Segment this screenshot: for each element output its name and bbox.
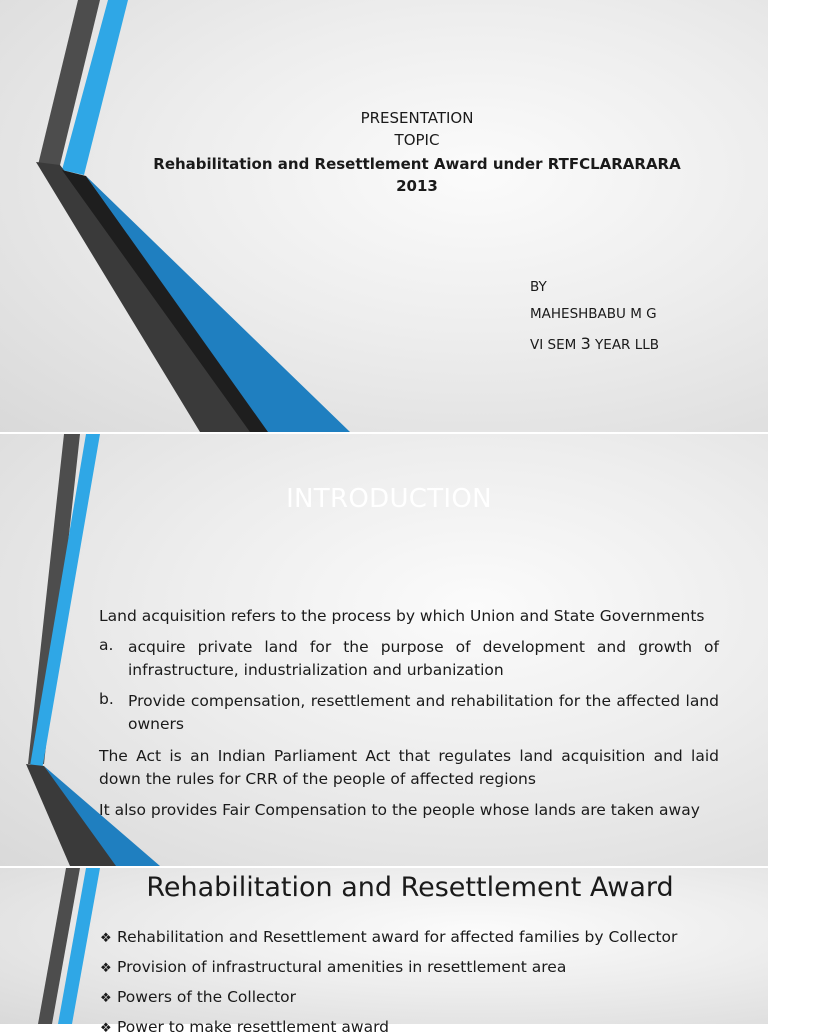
intro-title: INTRODUCTION <box>286 484 492 514</box>
award-title: Rehabilitation and Resettlement Award <box>146 872 674 903</box>
topic-label: TOPIC <box>394 131 440 149</box>
bullet-text: Powers of the Collector <box>117 988 297 1006</box>
intro-para-1: Land acquisition refers to the process by which Union and State Governments <box>99 607 705 625</box>
class-number: 3 <box>580 334 591 353</box>
bullet-text: Power to make resettlement award <box>117 1018 390 1036</box>
decorative-stripes <box>0 0 768 432</box>
presentation-label: PRESENTATION <box>360 109 474 127</box>
bullet-item <box>100 988 296 1006</box>
bullet-item <box>100 958 566 976</box>
diamond-bullet-icon: ❖ <box>100 931 112 946</box>
class-suffix: YEAR LLB <box>595 337 660 353</box>
slide-award <box>0 868 768 1036</box>
slide-title <box>0 0 768 432</box>
class-prefix: VI SEM <box>530 337 577 353</box>
intro-para-3: It also provides Fair Compensation to the people whose lands are taken away <box>99 801 700 819</box>
author-class <box>530 334 659 353</box>
intro-para-2: The Act is an Indian Parliament Act that regulates land acquisition and laid down the rules for CRR of the people of affected regions <box>99 747 719 788</box>
diamond-bullet-icon: ❖ <box>100 961 112 976</box>
list-marker-a: a. <box>99 636 114 654</box>
author-name: MAHESHBABU M G <box>530 306 657 322</box>
diamond-bullet-icon: ❖ <box>100 1021 112 1036</box>
bullet-item <box>100 1018 389 1036</box>
slide-introduction <box>0 434 768 866</box>
bullet-item <box>100 928 677 946</box>
list-marker-b: b. <box>99 690 114 708</box>
diamond-bullet-icon: ❖ <box>100 991 112 1006</box>
by-label: BY <box>530 279 547 295</box>
list-item-a: acquire private land for the purpose of development and growth of infrastructure, industrialization and urbanization <box>128 638 719 679</box>
bullet-text: Provision of infrastructural amenities in resettlement area <box>117 958 567 976</box>
topic-title: Rehabilitation and Resettlement Award under RTFCLARARARA <box>153 155 681 173</box>
bullet-text: Rehabilitation and Resettlement award for affected families by Collector <box>117 928 678 946</box>
list-item-b: Provide compensation, resettlement and rehabilitation for the affected land owners <box>128 692 719 733</box>
topic-year: 2013 <box>396 177 438 195</box>
